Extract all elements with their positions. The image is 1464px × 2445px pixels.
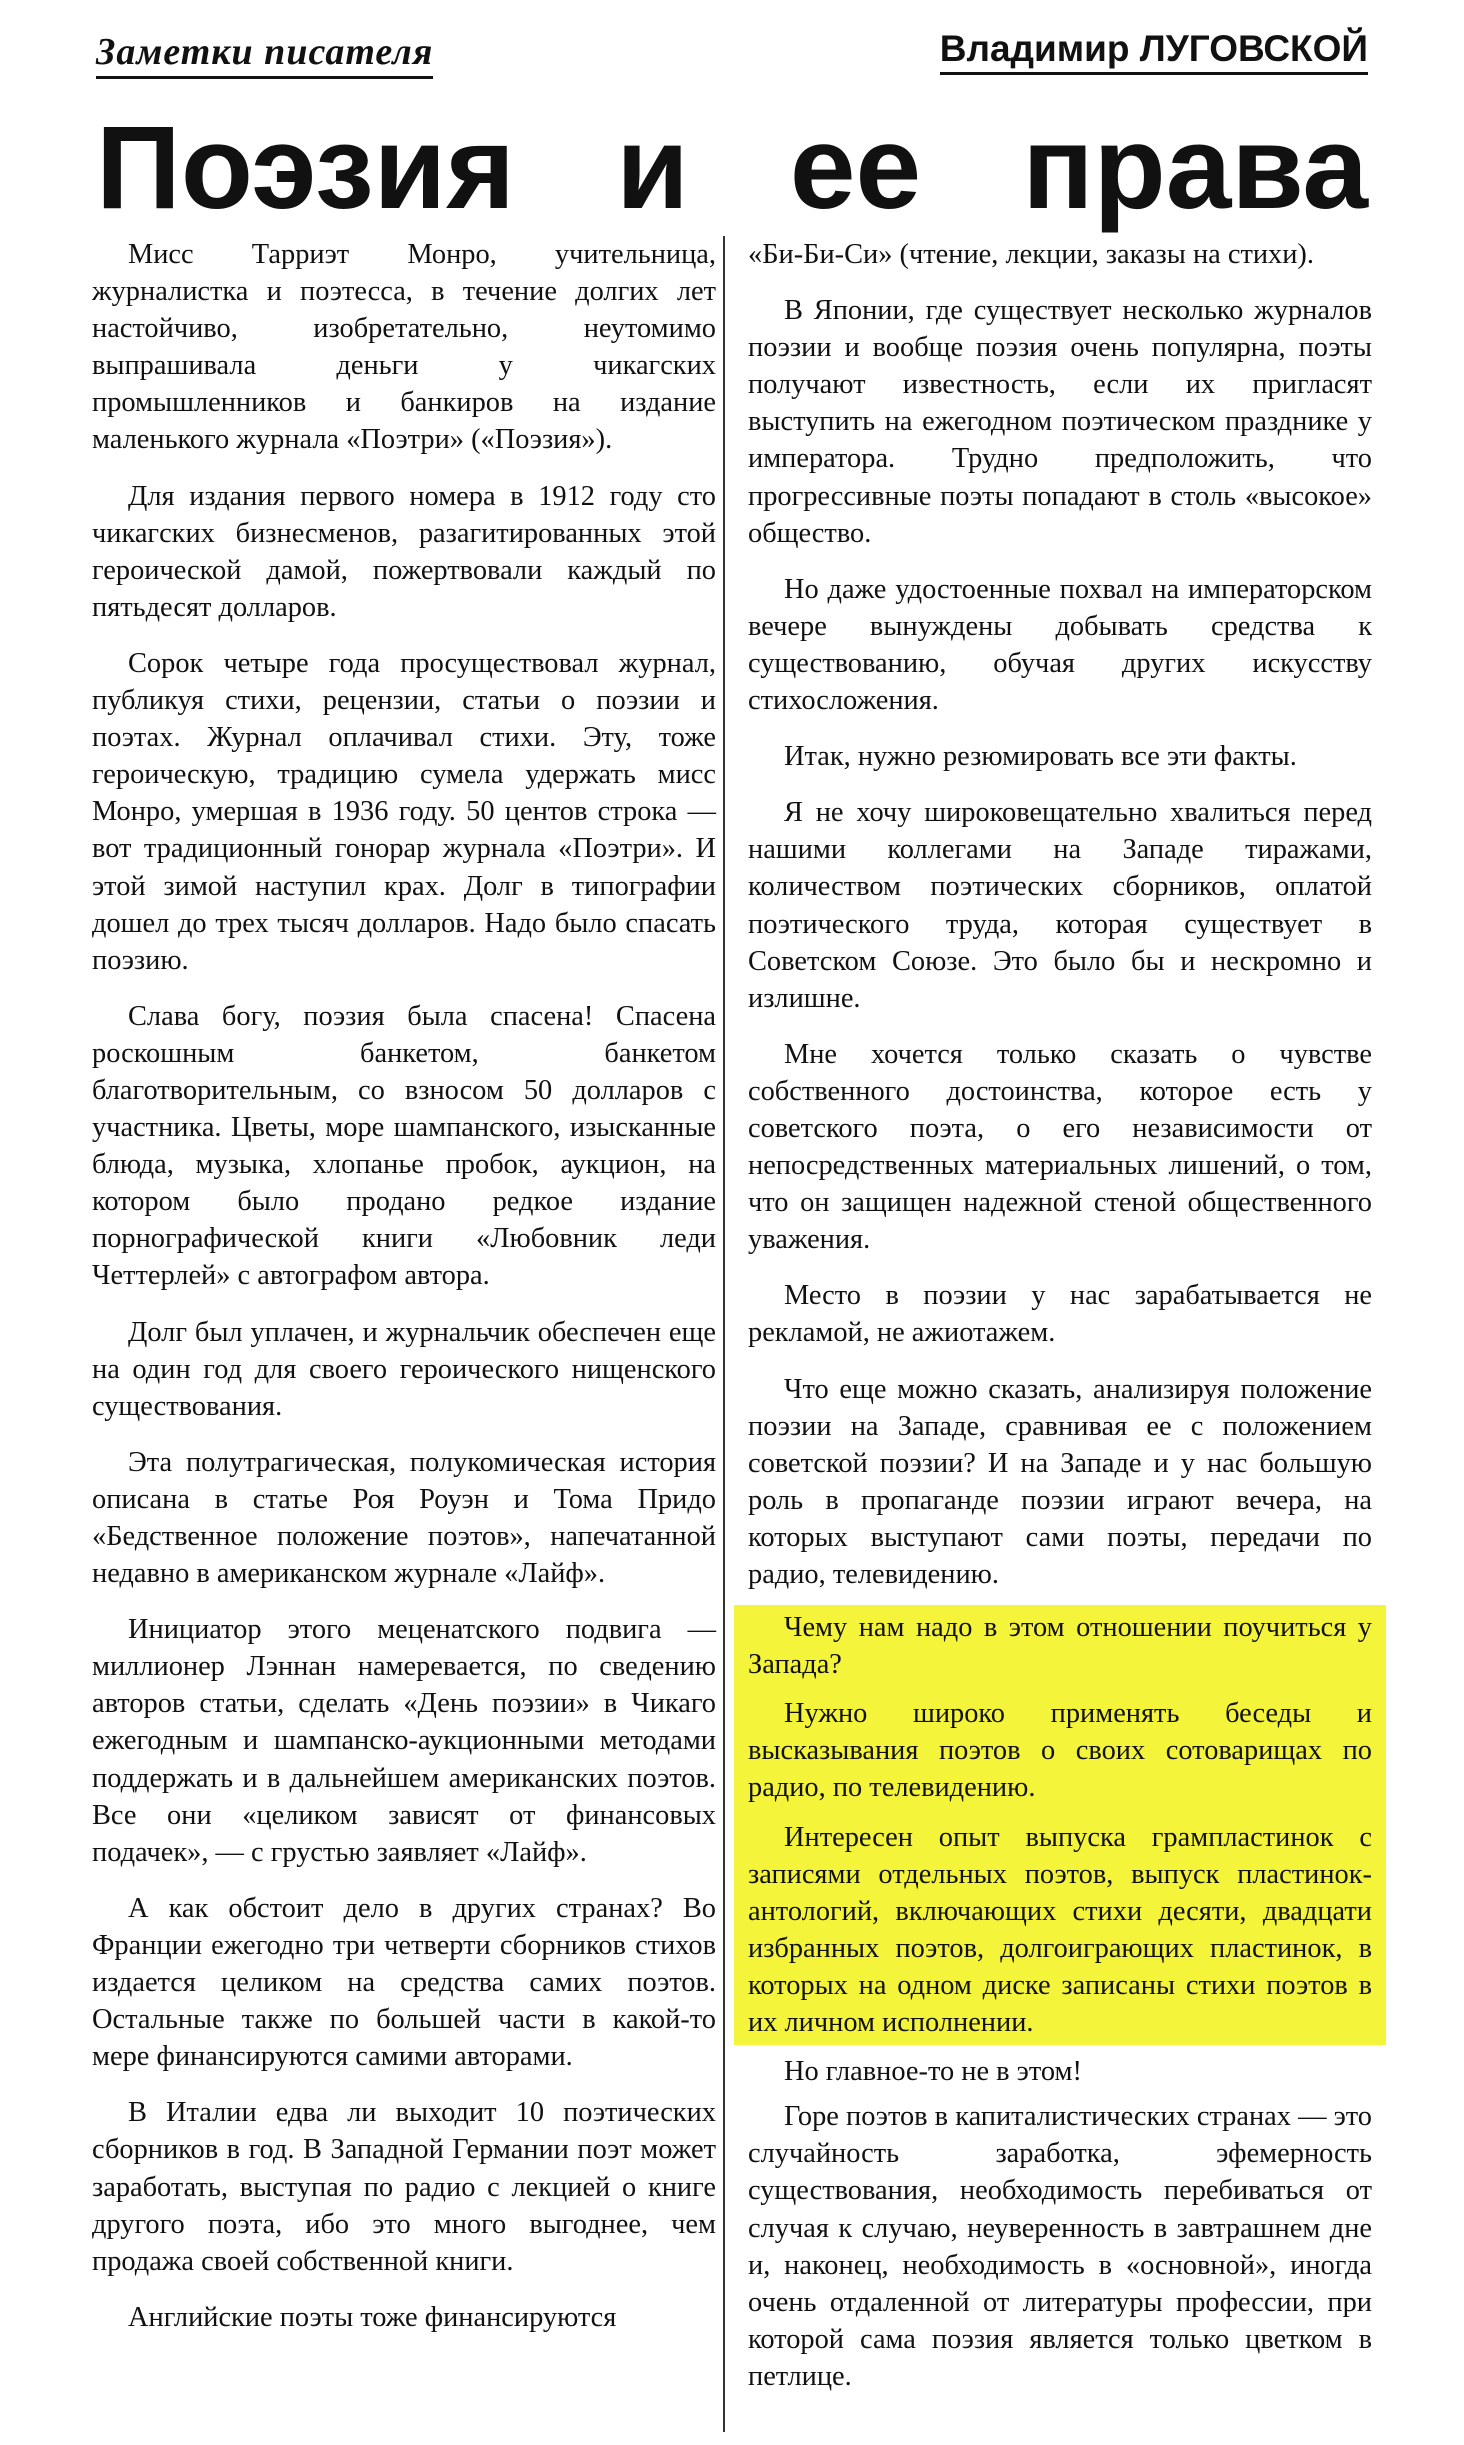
- right-column: [748, 236, 1372, 2414]
- paragraph: Инициатор этого меценатского подвига — миллионер Лэннан намеревается, по сведению авторов статьи, сделать «День поэзии» в Чикаго ежегодным и шампанско-аукционными методами поддержать и в дальнейшем американских поэтов. Все они «целиком зависят от финансовых подачек», — с грустью заявляет «Лайф».: [92, 1614, 716, 1868]
- paragraph: Что еще можно сказать, анализируя положение поэзии на Западе, сравнивая ее с положением советской поэзии? И на Западе и у нас большую роль в пропаганде поэзии играют вечера, на которых выступают сами поэты, передачи по радио, телевидению.: [748, 1373, 1372, 1590]
- paragraph: Место в поэзии у нас зарабатывается не рекламой, не ажиотажем.: [748, 1280, 1372, 1349]
- paragraph: Горе поэтов в капиталистических странах — это случайность заработка, эфемерность существования, необходимость перебиваться от случая к случаю, неуверенность в завтрашнем дне и, наконец, необходимость в «основной», иногда очень отдаленной от литературы профессии, при которой сама поэзия является только цветком в петлице.: [748, 2101, 1372, 2392]
- title-word: права: [1022, 102, 1368, 234]
- article-header: [96, 22, 1368, 86]
- paragraph: В Италии едва ли выходит 10 поэтических сборников в год. В Западной Германии поэт может заработать, выступая по радио с лекцией о книге другого поэта, ибо это много выгоднее, чем продажа своей собственной книги.: [92, 2097, 716, 2277]
- article-title: [96, 102, 1368, 234]
- paragraph: Итак, нужно резюмировать все эти факты.: [784, 741, 1297, 773]
- paragraph: Английские поэты тоже финансируются: [128, 2301, 617, 2333]
- paragraph: «Би-Би-Си» (чтение, лекции, заказы на стихи).: [748, 239, 1314, 270]
- paragraph: Но даже удостоенные похвал на императорском вечере вынуждены добывать средства к существованию, обучая других искусству стихосложения.: [748, 573, 1372, 717]
- paragraph: Я не хочу широковещательно хвалиться перед нашими коллегами на Западе тиражами, количеством поэтических сборников, оплатой поэтического труда, которая существует в Советском Союзе. Это было бы и нескромно и излишне.: [748, 797, 1372, 1014]
- paragraph: Чему нам надо в этом отношении поучиться у Запада?: [748, 1612, 1372, 1681]
- paragraph: Для издания первого номера в 1912 году сто чикагских бизнесменов, разагитированных этой героической дамой, пожертвовали каждый по пятьдесят долларов.: [92, 480, 716, 623]
- highlighted-passage: [734, 1605, 1386, 2045]
- title-word: Поэзия: [96, 102, 515, 234]
- paragraph: Нужно широко применять беседы и высказывания поэтов о своих сотоварищах по радио, по телевидению.: [748, 1698, 1372, 1804]
- title-word: и: [616, 102, 689, 234]
- paragraph: Сорок четыре года просуществовал журнал, публикуя стихи, рецензии, статьи о поэзии и поэтах. Журнал оплачивал стихи. Эту, тоже героическую, традицию сумела удержать мисс Монро, умершая в 1936 году. 50 центов строка — вот традиционный гонорар журнала «Поэтри». И этой зимой наступил крах. Долг в типографии дошел до трех тысяч долларов. Надо было спасать поэзию.: [92, 647, 716, 976]
- paragraph: Долг был уплачен, и журнальчик обеспечен еще на один год для своего героического нищенского существования.: [92, 1316, 716, 1422]
- paragraph: Но главное-то не в этом!: [784, 2056, 1082, 2088]
- title-word: ее: [789, 102, 922, 234]
- paragraph: Слава богу, поэзия была спасена! Спасена роскошным банкетом, банкетом благотворительным, со взносом 50 долларов с участника. Цветы, море шампанского, изысканные блюда, музыка, хлопанье пробок, аукцион, на котором было продано редкое издание порнографической книги «Любовник леди Четтерлей» с автографом автора.: [92, 1000, 716, 1292]
- rubric-label: Заметки писателя: [96, 30, 433, 79]
- paragraph: Мисс Тарриэт Монро, учительница, журналистка и поэтесса, в течение долгих лет настойчиво, изобретательно, неутомимо выпрашивала деньги у чикагских промышленников и банкиров на издание маленького журнала «Поэтри» («Поэзия»).: [92, 239, 716, 456]
- paragraph: Интересен опыт выпуска грампластинок с записями отдельных поэтов, выпуск пластинок-антологий, включающих стихи десяти, двадцати избранных поэтов, долгоиграющих пластинок, в которых на одном диске записаны стихи поэтов в их личном исполнении.: [748, 1821, 1372, 2039]
- paragraph: А как обстоит дело в других странах? Во Франции ежегодно три четверти сборников стихов издается целиком на средства самих поэтов. Остальные также по большей части в какой-то мере финансируются самими авторами.: [92, 1892, 716, 2073]
- paragraph: В Японии, где существует несколько журналов поэзии и вообще поэзия очень популярна, поэты получают известность, если их пригласят выступить на ежегодном поэтическом празднике у императора. Трудно предположить, что прогрессивные поэты попадают в столь «высокое» общество.: [748, 295, 1372, 549]
- paragraph: Мне хочется только сказать о чувстве собственного достоинства, которое есть у советского поэта, о его независимости от непосредственных материальных лишений, о том, что он защищен надежной стеной общественного уважения.: [748, 1038, 1372, 1256]
- author-name: Владимир ЛУГОВСКОЙ: [940, 28, 1368, 75]
- left-column: [92, 236, 716, 2355]
- column-divider: [723, 236, 725, 2432]
- paragraph: Эта полутрагическая, полукомическая история описана в статье Роя Роуэн и Тома Придо «Бедственное положение поэтов», напечатанной недавно в американском журнале «Лайф».: [92, 1446, 716, 1590]
